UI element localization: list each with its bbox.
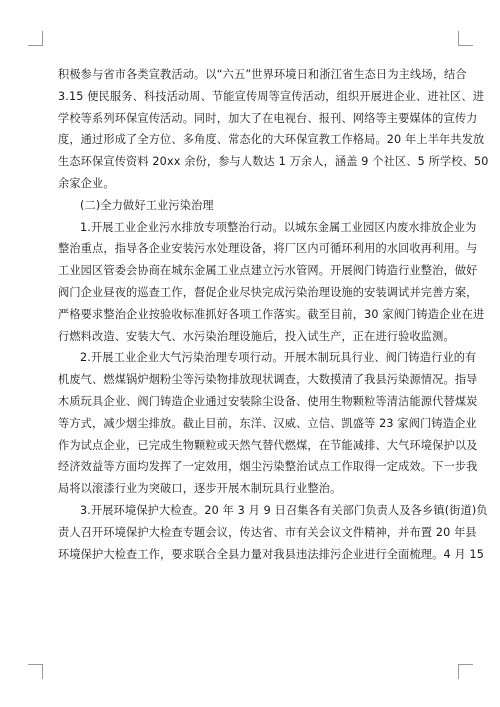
text-line: 机废气、燃煤锅炉烟粉尘等污染物排放现状调查，大数摸清了我县污染源情况。指导 [58,373,478,387]
text-line: 严格要求整治企业按验收标准抓好各项工作落实。截至目前，30 家阀门铸造企业在进 [58,307,485,321]
text-line: 等方式，减少烟尘排放。截止目前，东洋、汉威、立信、凯盛等 23 家阀门铸造企业 [58,416,477,430]
text-line: 局将以滚漆行业为突破口，逐步开展木制玩具行业整治。 [58,482,342,496]
text-line: 经济效益等方面均发挥了一定效用，烟尘污染整治试点工作取得一定成效。下一步我 [58,460,478,474]
text-line: 环境保护大检查工作，要求联合全县力量对我县违法排污企业进行全面梳理。4 月 15 [58,547,485,561]
text-line: 作为试点企业，已完成生物颗粒或天然气替代燃煤，在节能减排、大气环境保护以及 [58,438,478,452]
text-line: 3.开展环境保护大检查。20 年 3 月 9 日召集各有关部门负责人及各乡镇(街道)负 [80,503,488,517]
text-line: 积极参与省市各类宣教活动。以“六五”世界环境日和浙江省生态日为主线场，结合 [58,68,467,81]
text-line: 整治重点，指导各企业安装污水处理设备，将厂区内可循环利用的水回收再利用。与 [58,242,478,256]
text-line: 行燃料改造、安装大气、水污染治理设施后，投入试生产，正在进行验收监测。 [58,329,455,343]
crop-mark-top-left [28,31,43,46]
text-line: 度，通过形成了全方位、多角度、常态化的大环保宣教工作格局。20 年上半年共发放 [58,133,485,147]
text-line: 阀门企业昼夜的巡查工作，督促企业尽快完成污染治理设施的安装调试并完善方案， [58,285,478,299]
crop-mark-bottom-right [458,664,473,679]
document-body [58,64,489,565]
text-line: 余家企业。 [58,176,115,190]
text-line: 生态环保宣传资料 20xx 余份，参与人数达 1 万余人，涵盖 9 个社区、5 所学校、50 [58,155,489,169]
crop-mark-bottom-left [28,664,43,679]
crop-mark-top-right [458,31,473,46]
text-line: 木质玩具企业、阀门铸造企业通过安装除尘设备、使用生物颗粒等清洁能源代替煤炭 [58,394,478,408]
text-line: 1.开展工业企业污水排放专项整治行动。以城东金属工业园区内废水排放企业为 [80,220,477,234]
text-line: 3.15 便民服务、科技活动周、节能宣传周等宣传活动，组织开展进企业、进社区、进 [58,89,485,103]
text-line: 2.开展工业企业大气污染治理专项行动。开展木制玩具行业、阀门铸造行业的有 [80,351,477,365]
text-line: 工业园区管委会协商在城东金属工业点建立污水管网。开展阀门铸造行业整治，做好 [58,264,478,278]
text-line: (二)全力做好工业污染治理 [80,198,214,212]
text-line: 学校等系列环保宣传活动。同时，加大了在电视台、报刊、网络等主要媒体的宣传力 [58,111,478,125]
text-line: 责人召开环境保护大检查专题会议，传达省、市有关会议文件精神，并布置 20 年县 [58,525,477,539]
